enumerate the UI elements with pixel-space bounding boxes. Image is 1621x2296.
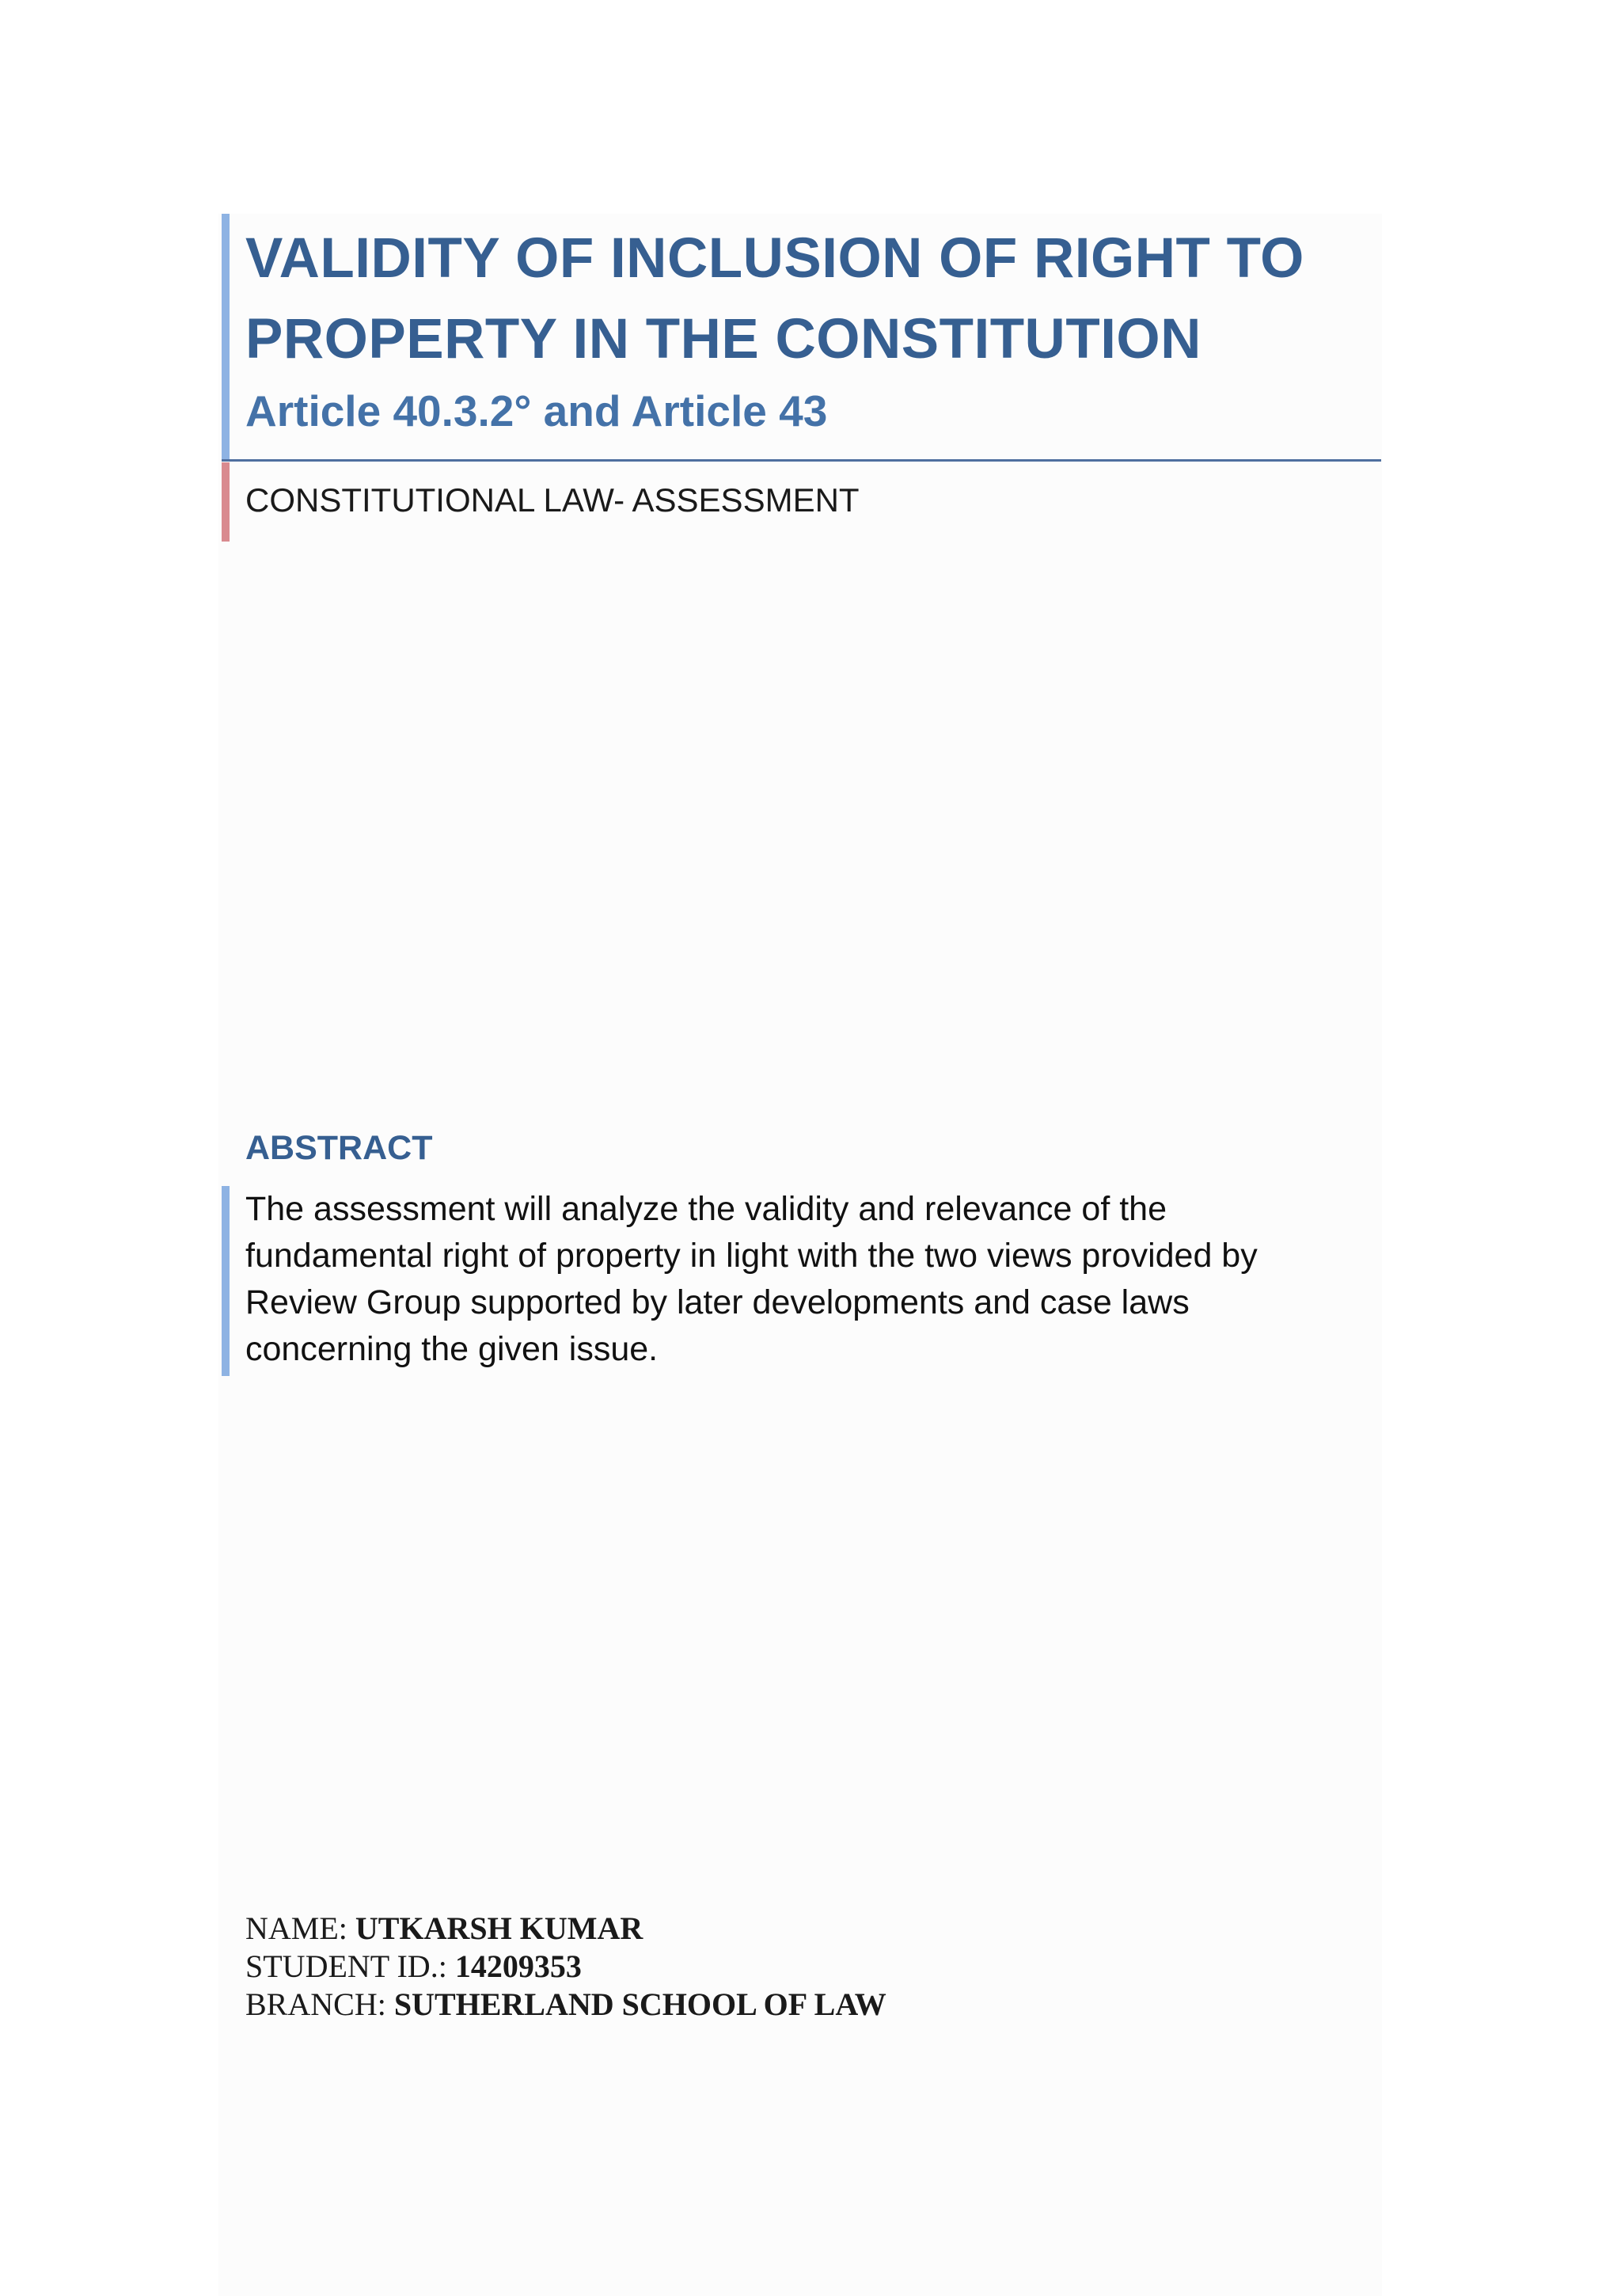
title-block	[222, 214, 1381, 460]
student-name-line	[245, 1910, 886, 1948]
abstract-accent-bar	[222, 1186, 230, 1376]
branch-value: SUTHERLAND SCHOOL OF LAW	[393, 1986, 886, 2022]
abstract-text: The assessment will analyze the validity and relevance of the fundamental right of property in light with the two views provided by Review Group supported by later developments and case laws concerning the given issue.	[245, 1190, 1258, 1368]
abstract-block	[222, 1186, 1361, 1376]
branch-label: BRANCH:	[245, 1986, 394, 2022]
title-accent-bar	[222, 214, 230, 460]
document-title: VALIDITY OF INCLUSION OF RIGHT TO PROPERTY IN THE CONSTITUTION	[245, 227, 1304, 371]
student-id-value: 14209353	[454, 1948, 582, 1984]
student-id-line	[245, 1948, 886, 1986]
course-accent-bar	[222, 462, 230, 542]
title-divider	[222, 459, 1381, 462]
branch-line	[245, 1986, 886, 2024]
course-block	[222, 462, 1381, 542]
course-label: CONSTITUTIONAL LAW- ASSESSMENT	[245, 481, 860, 519]
name-label: NAME:	[245, 1910, 355, 1946]
student-info	[245, 1910, 886, 2024]
abstract-heading: ABSTRACT	[245, 1129, 433, 1167]
name-value: UTKARSH KUMAR	[355, 1910, 643, 1946]
student-id-label: STUDENT ID.:	[245, 1948, 455, 1984]
document-subtitle: Article 40.3.2° and Article 43	[245, 386, 828, 435]
